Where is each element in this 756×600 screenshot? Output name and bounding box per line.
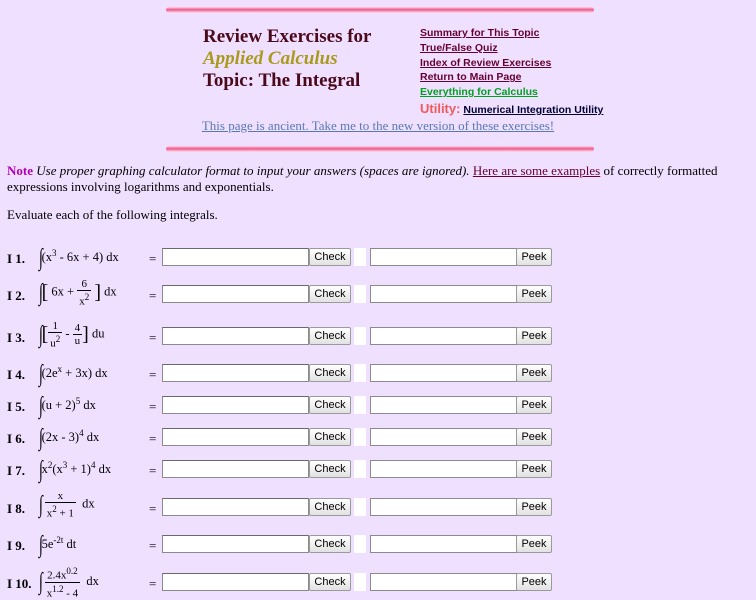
quiz-link[interactable]: True/False Quiz — [420, 41, 498, 54]
note-rest: of correctly formatted expressions involving logarithms and exponentials. — [7, 163, 718, 194]
exercise-row-3: I 3. ∫[ $\frac{1}{u^2}$ - $\frac{4}{u}$ ] du = Check Peek — [0, 327, 756, 347]
result-field[interactable] — [370, 396, 517, 414]
check-button[interactable]: Check — [309, 428, 351, 446]
answer-input[interactable] — [162, 535, 309, 553]
new-version-link[interactable]: This page is ancient. Take me to the new version of these exercises! — [201, 118, 555, 133]
result-field[interactable] — [370, 327, 517, 345]
check-button[interactable]: Check — [309, 327, 351, 345]
peek-button[interactable]: Peek — [516, 573, 552, 591]
peek-button[interactable]: Peek — [516, 364, 552, 382]
instruction-text: Evaluate each of the following integrals. — [7, 207, 218, 222]
result-field[interactable] — [370, 364, 517, 382]
nav-links — [420, 27, 603, 116]
peek-button[interactable]: Peek — [516, 248, 552, 266]
bottom-rule — [166, 146, 594, 152]
result-field[interactable] — [370, 285, 517, 303]
everything-link[interactable]: Everything for Calculus — [420, 86, 538, 99]
page-title: Review Exercises for Applied Calculus Topic: The Integral — [203, 26, 372, 91]
integral-expression: ∫ $\frac{2.4x^{0.2}}{x^{1.2} - 4}$ dx — [39, 566, 99, 600]
exercise-row-4: I 4. $\int(2e^x + 3x)$ dx = Check Peek — [0, 364, 756, 384]
check-button[interactable]: Check — [309, 535, 351, 553]
answer-input[interactable] — [162, 396, 309, 414]
utility-label: Utility: — [420, 100, 461, 116]
integral-expression: $\int(2e^x + 3x)$ dx — [39, 361, 108, 388]
note-label: Note — [7, 163, 33, 178]
utility-row — [420, 101, 603, 116]
exercise-row-1: I 1. $\int(x^3 - 6x + 4)$ dx = Check Peek — [0, 248, 756, 268]
integral-expression: ∫(2x - 3)$^4$ dx — [39, 425, 100, 452]
subject-title: Applied Calculus — [203, 48, 338, 69]
answer-input[interactable] — [162, 573, 309, 591]
examples-link[interactable]: Here are some examples — [472, 163, 601, 178]
exercise-row-5: I 5. $\int(u + 2)^5$ dx = Check Peek — [0, 396, 756, 416]
check-button[interactable]: Check — [309, 460, 351, 478]
integral-expression: $\int(x^3 - 6x + 4)$ dx — [39, 245, 119, 272]
check-button[interactable]: Check — [309, 285, 351, 303]
exercise-row-9: I 9. $\int 5e^{-2t}$ dt = Check Peek — [0, 535, 756, 555]
answer-input[interactable] — [162, 364, 309, 382]
topic-title: Topic: The Integral — [203, 70, 361, 91]
answer-input[interactable] — [162, 327, 309, 345]
answer-input[interactable] — [162, 498, 309, 516]
top-rule — [166, 7, 594, 13]
peek-button[interactable]: Peek — [516, 428, 552, 446]
result-field[interactable] — [370, 535, 517, 553]
exercise-row-7: I 7. $\int x^2(x^3 + 1)^4$ dx = Check Peek — [0, 460, 756, 480]
exercise-row-8: I 8. ∫ $\frac{x}{x^2 + 1}$ dx = Check Peek — [0, 498, 756, 518]
note-paragraph — [7, 163, 752, 195]
peek-button[interactable]: Peek — [516, 396, 552, 414]
integral-expression: ∫[ $\frac{1}{u^2}$ - $\frac{4}{u}$ ] du — [39, 320, 105, 350]
check-button[interactable]: Check — [309, 364, 351, 382]
integral-expression: $\int x^2(x^3 + 1)^4$ dx — [39, 457, 112, 484]
note-text: Use proper graphing calculator format to input your answers (spaces are ignored). — [36, 163, 470, 178]
peek-button[interactable]: Peek — [516, 327, 552, 345]
summary-link[interactable]: Summary for This Topic — [420, 27, 540, 39]
utility-link[interactable]: Numerical Integration Utility — [463, 103, 604, 116]
integral-expression: ∫[ 6x + $\frac{6}{x^2}$ ] dx — [39, 278, 117, 308]
result-field[interactable] — [370, 428, 517, 446]
answer-input[interactable] — [162, 285, 309, 303]
peek-button[interactable]: Peek — [516, 285, 552, 303]
answer-input[interactable] — [162, 248, 309, 266]
exercise-row-10: I 10. ∫ $\frac{2.4x^{0.2}}{x^{1.2} - 4}$ dx = Check Peek — [0, 573, 756, 593]
main-page-link[interactable]: Return to Main Page — [420, 71, 522, 84]
check-button[interactable]: Check — [309, 573, 351, 591]
check-button[interactable]: Check — [309, 248, 351, 266]
exercise-row-6: I 6. ∫(2x - 3)$^4$ dx = Check Peek — [0, 428, 756, 448]
integral-expression: $\int 5e^{-2t}$ dt — [39, 532, 77, 559]
integral-expression: ∫ $\frac{x}{x^2 + 1}$ dx — [39, 490, 95, 520]
peek-button[interactable]: Peek — [516, 535, 552, 553]
result-field[interactable] — [370, 573, 517, 591]
integral-expression: $\int(u + 2)^5$ dx — [39, 393, 96, 420]
result-field[interactable] — [370, 498, 517, 516]
check-button[interactable]: Check — [309, 396, 351, 414]
peek-button[interactable]: Peek — [516, 498, 552, 516]
index-link[interactable]: Index of Review Exercises — [420, 56, 552, 69]
exercise-row-2: I 2. ∫[ 6x + $\frac{6}{x^2}$ ] dx = Check Peek — [0, 285, 756, 305]
result-field[interactable] — [370, 248, 517, 266]
result-field[interactable] — [370, 460, 517, 478]
peek-button[interactable]: Peek — [516, 460, 552, 478]
answer-input[interactable] — [162, 460, 309, 478]
check-button[interactable]: Check — [309, 498, 351, 516]
answer-input[interactable] — [162, 428, 309, 446]
